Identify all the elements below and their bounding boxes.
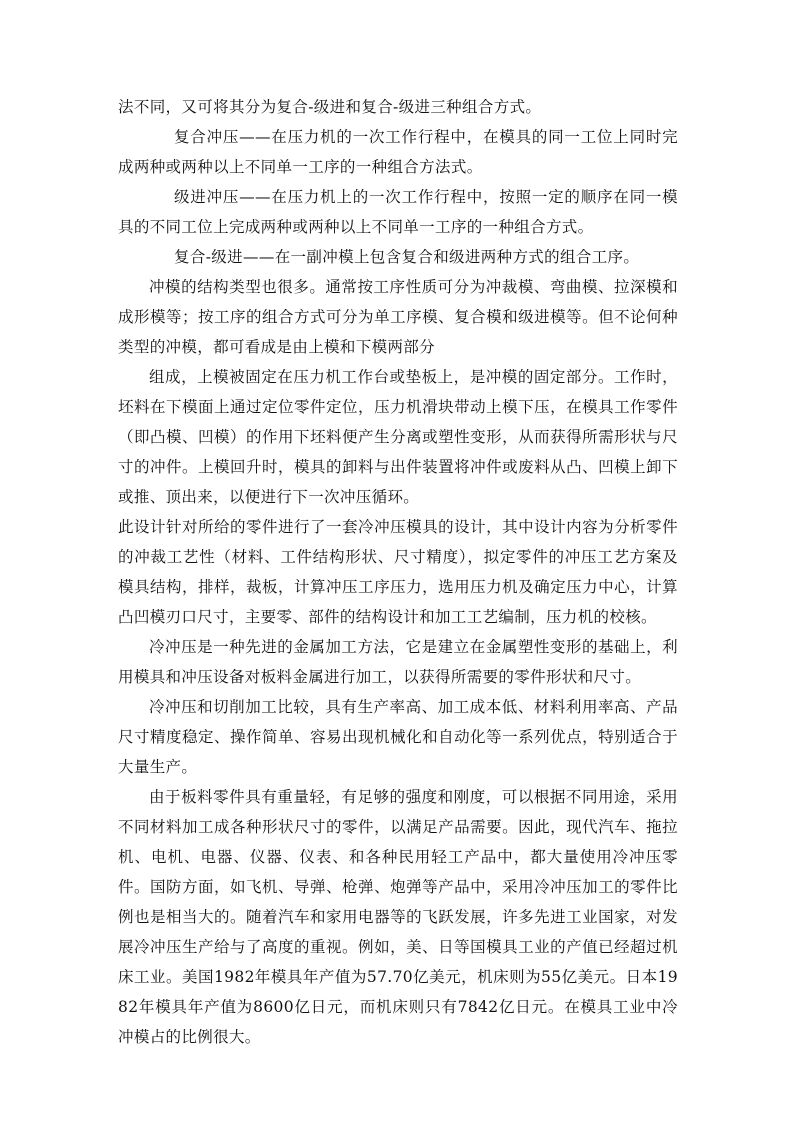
- paragraph-7: 此设计针对所给的零件进行了一套冷冲压模具的设计，其中设计内容为分析零件的冲裁工艺性（材料、工件结构形状、尺寸精度），拟定零件的冲压工艺方案及模具结构，排样，裁板，计算冲压工序压力，选用压力机及确定压力中心，计算凸凹模刃口尺寸，主要零、部件的结构设计和加工工艺编制，压力机的校核。: [118, 518, 678, 626]
- paragraph-8: 冷冲压是一种先进的金属加工方法，它是建立在金属塑性变形的基础上，利用模具和冲压设备对板料金属进行加工，以获得所需要的零件形状和尺寸。: [118, 638, 678, 686]
- paragraph-6: 组成，上模被固定在压力机工作台或垫板上，是冲模的固定部分。工作时，坯料在下模面上通过定位零件定位，压力机滑块带动上模下压，在模具工作零件（即凸模、凹模）的作用下坯料便产生分离或塑性变形，从而获得所需形状与尺寸的冲件。上模回升时，模具的卸料与出件装置将冲件或废料从凸、凹模上卸下或推、顶出来，以便进行下一次冲压循环。: [118, 368, 678, 506]
- paragraph-10: 由于板料零件具有重量轻，有足够的强度和刚度，可以根据不同用途，采用不同材料加工成各种形状尺寸的零件，以满足产品需要。因此，现代汽车、拖拉机、电机、电器、仪器、仪表、和各种民用轻工产品中，都大量使用冷冲压零件。国防方面，如飞机、导弹、枪弹、炮弹等产品中，采用冷冲压加工的零件比例也是相当大的。随着汽车和家用电器等的飞跃发展，许多先进工业国家，对发展冷冲压生产给与了高度的重视。例如，美、日等国模具工业的产值已经超过机床工业。美国1982年模具年产值为57.70亿美元，机床则为55亿美元。日本1982年模具年产值为8600亿日元，而机床则只有7842亿日元。在模具工业中冷冲模占的比例很大。: [118, 788, 678, 1046]
- paragraph-5: 冲模的结构类型也很多。通常按工序性质可分为冲裁模、弯曲模、拉深模和成形模等；按工序的组合方式可分为单工序模、复合模和级进模等。但不论何种类型的冲模，都可看成是由上模和下模两部分: [118, 278, 678, 356]
- paragraph-4: 复合-级进——在一副冲模上包含复合和级进两种方式的组合工序。: [174, 248, 640, 266]
- paragraph-3: 级进冲压——在压力机上的一次工作行程中，按照一定的顺序在同一模具的不同工位上完成两种或两种以上不同单一工序的一种组合方式。: [118, 188, 678, 236]
- paragraph-9: 冷冲压和切削加工比较，具有生产率高、加工成本低、材料利用率高、产品尺寸精度稳定、操作简单、容易出现机械化和自动化等一系列优点，特别适合于大量生产。: [118, 698, 678, 776]
- paragraph-1: 法不同，又可将其分为复合-级进和复合-级进三种组合方式。: [118, 98, 542, 116]
- document-body: [118, 92, 678, 1052]
- paragraph-2: 复合冲压——在压力机的一次工作行程中，在模具的同一工位上同时完成两种或两种以上不同单一工序的一种组合方法式。: [118, 128, 678, 176]
